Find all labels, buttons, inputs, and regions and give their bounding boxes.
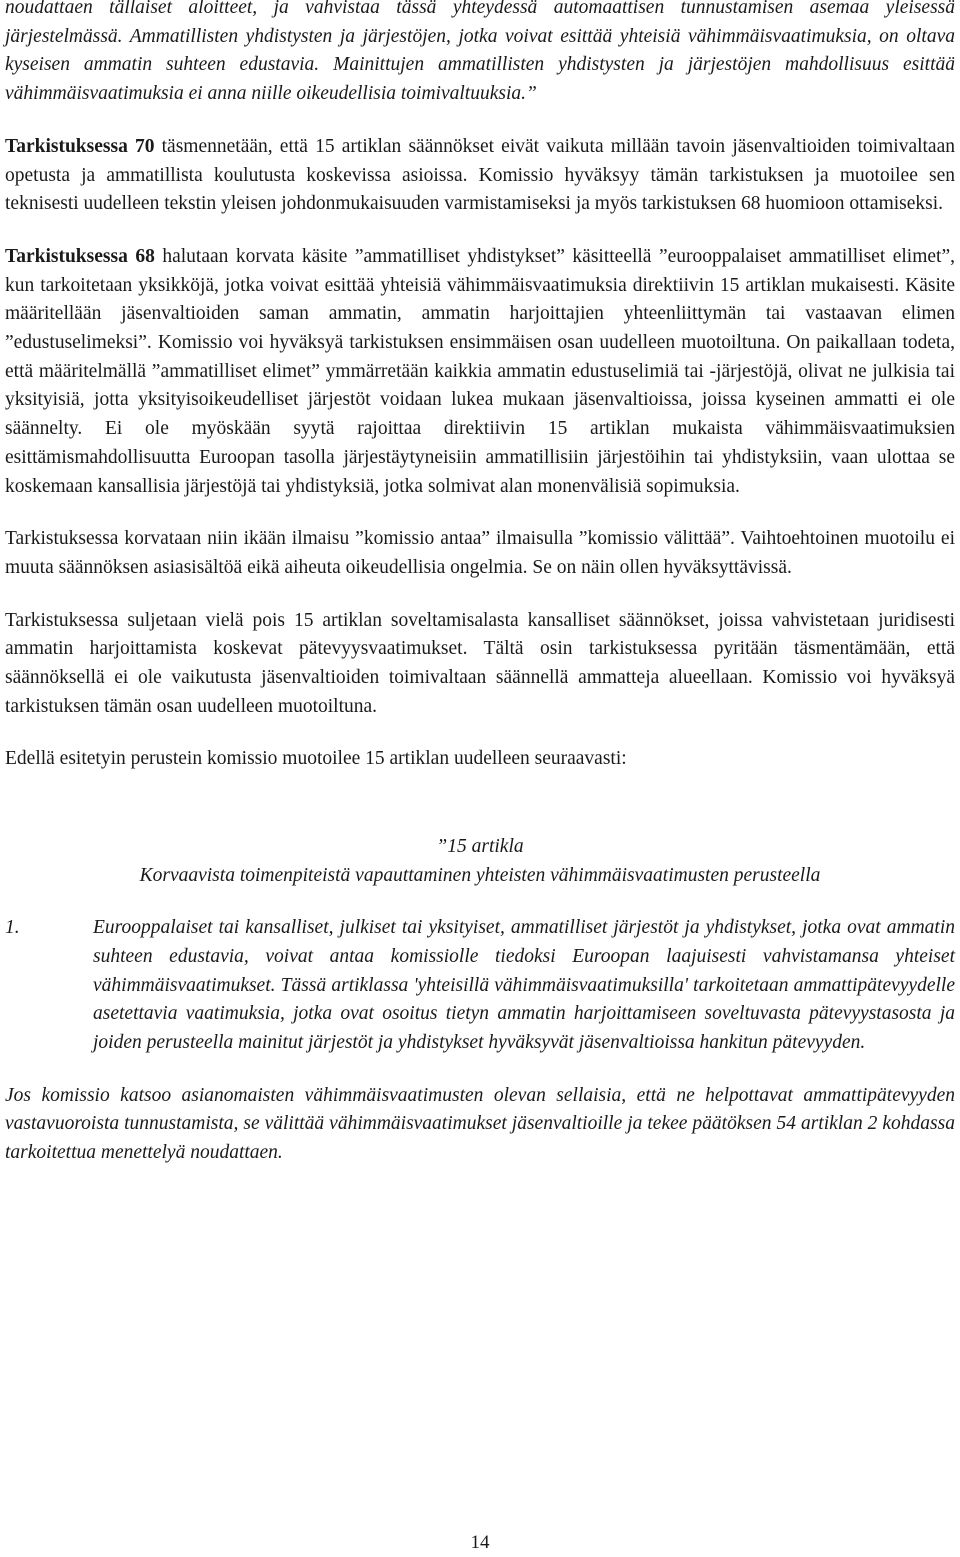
paragraph-scope-exclusion: Tarkistuksessa suljetaan vielä pois 15 artiklan soveltamisalasta kansalliset säännökset, joissa vahvistetaan juridisesti ammatin harjoittamista koskevat pätevyysvaatimukset. Tältä osin tarkistuksessa pyritään täsmentämään, että säännöksellä ei ole vaikutusta jäsenvaltioiden toimivaltaan säännellä ammatteja alueellaan. Komissio voi hyväksyä tarkistuksen tämän osan uudelleen muotoiltuna. [5,609,955,717]
article-title: Korvaavista toimenpiteistä vapauttaminen yhteisten vähimmäisvaatimusten perusteella [139,865,821,887]
article-number: ”15 artikla [436,836,524,858]
paragraph-continued-quote: noudattaen tällaiset aloitteet, ja vahvistaa tässä yhteydessä automaattisen tunnustamisen asemaa yleisessä järjestelmässä. Ammatillisten yhdistysten ja järjestöjen, jotka voivat esittää yhteisiä vähimmäisvaatimuksia, on oltava kyseisen ammatin suhteen edustavia. Mainittujen ammatillisten yhdistysten ja järjestöjen mahdollisuus esittää vähimmäisvaatimuksia ei anna niille oikeudellisia toimivaltuuksia.” [5,0,955,105]
paragraph-reformulation-intro: Edellä esitetyin perustein komissio muotoilee 15 artiklan uudelleen seuraavasti: [5,748,627,770]
paragraph-wording-change: Tarkistuksessa korvataan niin ikään ilmaisu ”komissio antaa” ilmaisulla ”komissio välittää”. Vaihtoehtoinen muotoilu ei muuta säännöksen asiasisältöä eikä aiheuta oikeudellisia ongelmia. Se on näin ollen hyväksyttävissä. [5,528,955,578]
article-closing-paragraph: Jos komissio katsoo asianomaisten vähimmäisvaatimusten olevan sellaisia, että ne helpottavat ammattipätevyyden vastavuoroista tunnustamista, se välittää vähimmäisvaatimukset jäsenvaltioille ja tekee päätöksen 54 artiklan 2 kohdassa tarkoitettua menettelyä noudattaen. [5,1084,955,1164]
page-number: 14 [470,1532,490,1553]
amendment-68-text: halutaan korvata käsite ”ammatilliset yhdistykset” käsitteellä ”eurooppalaiset ammatilliset elimet”, kun tarkoitetaan yksikköjä, jotka voivat esittää yhteisiä vähimmäisvaatimuksia direktiivin 15 artiklan mukaisesti. Käsite määritellään jäsenvaltioiden saman ammatin, ammatin harjoittajien yhteenliittymän tai vastaavan elimen ”edustuselimeksi”. Komissio voi hyväksyä tarkistuksen ensimmäisen osan uudelleen muotoiltuna. On paikallaan todeta, että määritelmällä ”ammatilliset elimet” ymmärretään kaikkia ammatin edustuselimiä tai -järjestöjä, olivat ne julkisia tai yksityisiä, jotta yksityisoikeudelliset järjestöt voidaan lukea mukaan jäsenvaltioissa, joissa kyseinen ammatti ei ole säännelty. Ei ole myöskään syytä rajoittaa direktiivin 15 artiklan mukaista vähimmäisvaatimuksien esittämismahdollisuutta Euroopan tasolla järjestäytyneisiin ammatillisiin järjestöihin tai yhdistyksiin, vaan ulottaa se koskemaan kansallisia järjestöjä tai yhdistyksiä, jotka solmivat alan monenvälisiä sopimuksia. [5,245,955,497]
article-item-number: 1. [5,917,20,939]
paragraph-amendment-68 [5,243,955,501]
amendment-70-text: täsmennetään, että 15 artiklan säännökset eivät vaikuta millään tavoin jäsenvaltioiden toimivaltaan opetusta ja ammatillista koulutusta koskevissa asioissa. Komissio hyväksyy tämän tarkistuksen ja muotoilee sen teknisesti uudelleen tekstin yleisen johdonmukaisuuden varmistamiseksi ja myös tarkistuksen 68 huomioon ottamiseksi. [5,135,955,215]
paragraph-amendment-70 [5,133,955,219]
article-item-text: Eurooppalaiset tai kansalliset, julkiset tai yksityiset, ammatilliset järjestöt ja yhdistykset, jotka ovat ammatin suhteen edustavia, voivat antaa komissiolle tiedoksi Euroopan laajuisesti vahvistamansa yhteiset vähimmäisvaatimukset. Tässä artiklassa 'yhteisillä vähimmäisvaatimuksilla' tarkoitetaan ammattipätevyydelle asetettavia vaatimuksia, jotka ovat osoitus tietyn ammatin harjoittamiseen soveltuvasta pätevyystasosta ja joiden perusteella mainitut järjestöt ja yhdistykset hyväksyvät jäsenvaltioissa hankitun pätevyyden. [93,917,955,1053]
amendment-68-label: Tarkistuksessa 68 [5,245,155,267]
article-item-1 [5,914,955,1058]
amendment-70-label: Tarkistuksessa 70 [5,135,155,157]
document-page [5,0,955,1168]
